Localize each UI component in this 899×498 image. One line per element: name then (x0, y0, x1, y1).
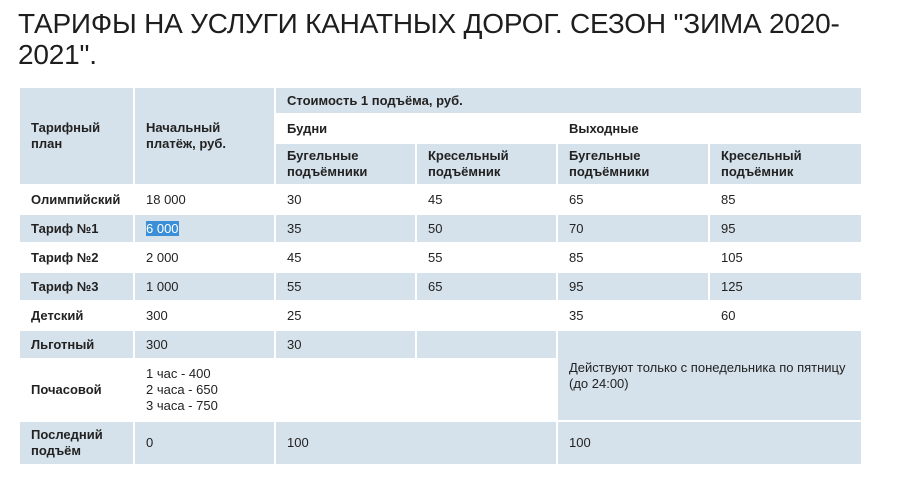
weekday-drag-price: 55 (276, 273, 415, 300)
header-weekdays-drag-lifts: Бугельные подъёмники (276, 144, 415, 184)
initial-payment: 300 (135, 302, 274, 329)
hourly-weekday-empty (276, 360, 556, 420)
header-cost-per-ride: Стоимость 1 подъёма, руб. (276, 88, 861, 113)
weekend-drag-price: 70 (558, 215, 708, 242)
weekday-drag-price: 30 (276, 331, 415, 358)
plan-name: Олимпийский (20, 186, 133, 213)
initial-payment: 300 (135, 331, 274, 358)
weekday-chair-price: 55 (417, 244, 556, 271)
weekend-chair-price: 60 (710, 302, 861, 329)
header-weekdays-chairlift: Кресельный подъёмник (417, 144, 556, 184)
initial-payment[interactable] (135, 215, 274, 242)
weekday-only-note: Действуют только с понедельника по пятницу (до 24:00) (558, 331, 861, 420)
table-row (20, 244, 861, 271)
header-plan: Тарифный план (20, 88, 133, 184)
table-row (20, 215, 861, 242)
table-row (20, 273, 861, 300)
plan-name: Тариф №2 (20, 244, 133, 271)
tariff-table (18, 86, 863, 466)
table-row (20, 302, 861, 329)
last-ride-weekday-price: 100 (276, 422, 556, 464)
weekday-drag-price: 45 (276, 244, 415, 271)
table-row (20, 331, 861, 358)
plan-name: Последний подъём (20, 422, 133, 464)
weekday-chair-price (417, 302, 556, 329)
weekend-drag-price: 85 (558, 244, 708, 271)
weekend-drag-price: 95 (558, 273, 708, 300)
weekday-chair-price: 45 (417, 186, 556, 213)
weekend-drag-price: 35 (558, 302, 708, 329)
selected-text[interactable]: 6 000 (146, 220, 179, 236)
initial-payment: 1 000 (135, 273, 274, 300)
table-row (20, 422, 861, 464)
weekday-drag-price: 25 (276, 302, 415, 329)
weekday-drag-price: 30 (276, 186, 415, 213)
hourly-option: 2 часа - 650 (146, 382, 218, 397)
hourly-payment-options (135, 360, 274, 420)
weekday-drag-price: 35 (276, 215, 415, 242)
hourly-option: 3 часа - 750 (146, 398, 218, 413)
weekday-chair-price (417, 331, 556, 358)
initial-payment: 0 (135, 422, 274, 464)
plan-name: Тариф №1 (20, 215, 133, 242)
header-weekdays: Будни (276, 115, 556, 142)
header-weekends-drag-lifts: Бугельные подъёмники (558, 144, 708, 184)
initial-payment: 18 000 (135, 186, 274, 213)
plan-name: Почасовой (20, 360, 133, 420)
initial-payment: 2 000 (135, 244, 274, 271)
plan-name: Тариф №3 (20, 273, 133, 300)
header-weekends: Выходные (558, 115, 861, 142)
weekend-chair-price: 125 (710, 273, 861, 300)
table-row (20, 186, 861, 213)
weekend-chair-price: 105 (710, 244, 861, 271)
weekday-chair-price: 50 (417, 215, 556, 242)
header-weekends-chairlift: Кресельный подъёмник (710, 144, 861, 184)
header-initial-payment: Начальный платёж, руб. (135, 88, 274, 184)
plan-name: Детский (20, 302, 133, 329)
page-title: ТАРИФЫ НА УСЛУГИ КАНАТНЫХ ДОРОГ. СЕЗОН "ЗИМА 2020-2021". (18, 8, 840, 70)
weekend-chair-price: 85 (710, 186, 861, 213)
weekday-chair-price: 65 (417, 273, 556, 300)
last-ride-weekend-price: 100 (558, 422, 861, 464)
weekend-drag-price: 65 (558, 186, 708, 213)
weekend-chair-price: 95 (710, 215, 861, 242)
hourly-option: 1 час - 400 (146, 366, 211, 381)
plan-name: Льготный (20, 331, 133, 358)
